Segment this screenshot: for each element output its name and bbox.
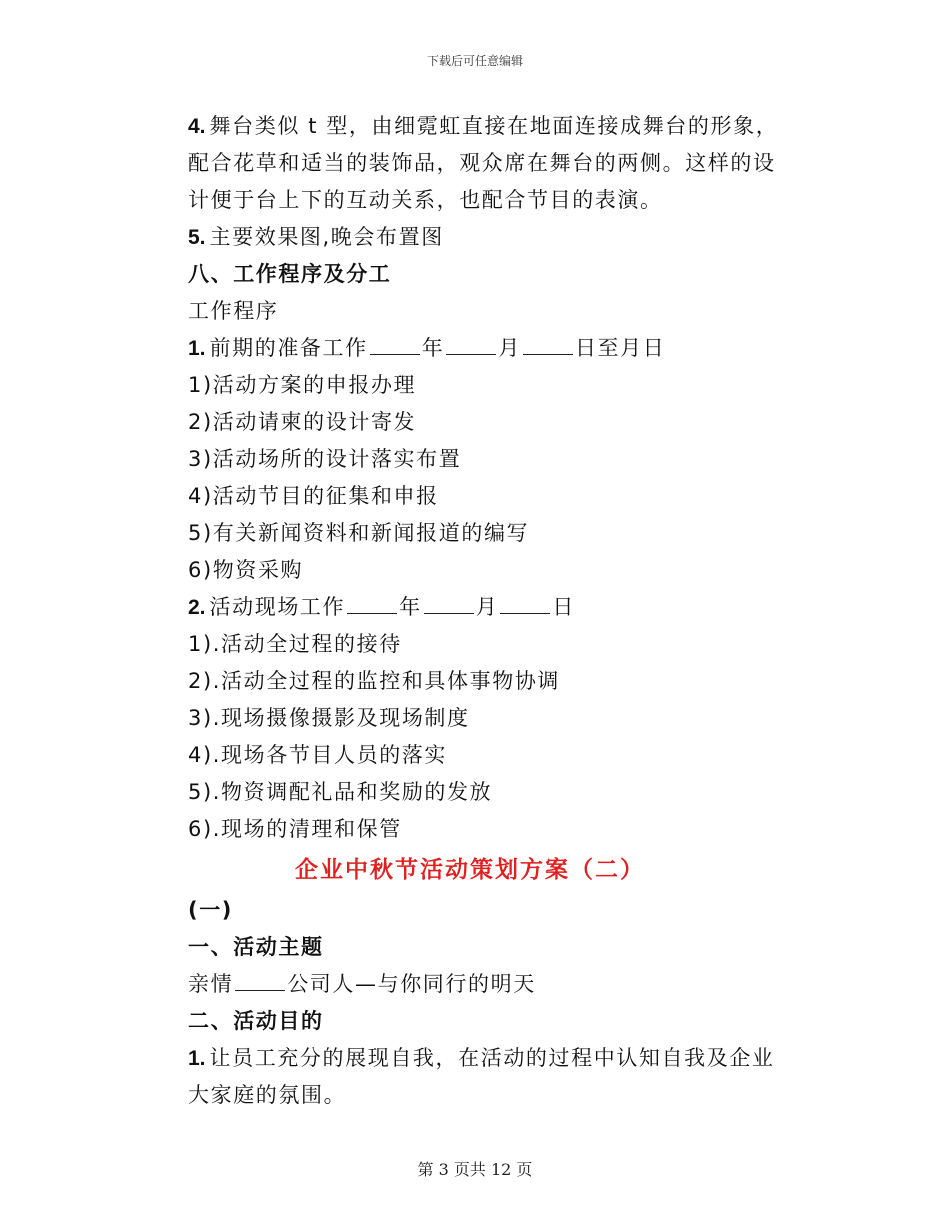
- list-item: 5)有关新闻资料和新闻报道的编写: [188, 521, 530, 545]
- page-header: 下载后可任意编辑: [426, 54, 523, 68]
- month-label: 月: [498, 336, 521, 360]
- paragraph-text: 舞台类似 t 型，由细霓虹直接在地面连接成舞台的形象，配合花草和适当的装饰品，观众席在舞台的两侧。这样的设计便于台上下的互动关系，也配合节目的表演。: [188, 114, 779, 212]
- list-item: 3)活动场所的设计落实布置: [188, 447, 462, 471]
- paragraph-goal-1: [144, 1040, 796, 1114]
- list-item: 4)活动节目的征集和申报: [188, 484, 439, 508]
- year-label: 年: [399, 595, 422, 619]
- section-heading-2: 二、活动目的: [188, 1009, 324, 1033]
- page-content: [144, 108, 796, 1114]
- prep-work-label: 前期的准备工作: [209, 336, 368, 360]
- list-item: 4).现场各节目人员的落实: [188, 743, 448, 767]
- list-item: 1).活动全过程的接待: [188, 632, 402, 656]
- theme-line: [144, 966, 796, 1003]
- paragraph-stage-design: [144, 108, 796, 219]
- date-range-label: 日至月日: [574, 336, 666, 360]
- sub-heading: (一): [188, 898, 233, 922]
- fill-blank: [424, 591, 474, 614]
- paragraph-number: 1.: [188, 337, 206, 360]
- theme-text: 公司人—与你同行的明天: [287, 972, 536, 996]
- fill-blank: [446, 332, 496, 355]
- fill-blank: [235, 968, 285, 991]
- paragraph-number: 5.: [188, 226, 206, 249]
- list-item: 2).活动全过程的监控和具体事物协调: [188, 669, 561, 693]
- fill-blank: [347, 591, 397, 614]
- paragraph-text: 主要效果图,晚会布置图: [209, 225, 444, 249]
- list-item: 5).物资调配礼品和奖励的发放: [188, 780, 493, 804]
- theme-prefix: 亲情: [188, 972, 234, 996]
- prep-work-line: [144, 330, 796, 367]
- section-heading-8: 八、工作程序及分工: [188, 262, 392, 286]
- document-title: 企业中秋节活动策划方案（二）: [295, 857, 645, 883]
- section-heading-1: 一、活动主题: [188, 935, 324, 959]
- onsite-work-line: [144, 589, 796, 626]
- list-item: 6).现场的清理和保管: [188, 817, 402, 841]
- paragraph-number: 2.: [188, 596, 206, 619]
- paragraph-text: 让员工充分的展现自我，在活动的过程中认知自我及企业大家庭的氛围。: [188, 1046, 775, 1107]
- page-footer: 第 3 页共 12 页: [417, 1160, 533, 1179]
- paragraph-number: 4.: [188, 115, 206, 138]
- work-program-label: 工作程序: [188, 299, 279, 323]
- list-item: 2)活动请柬的设计寄发: [188, 410, 417, 434]
- paragraph-effect-drawing: [144, 219, 796, 256]
- list-item: 3).现场摄像摄影及现场制度: [188, 706, 470, 730]
- fill-blank: [370, 332, 420, 355]
- onsite-work-label: 活动现场工作: [209, 595, 346, 619]
- fill-blank: [523, 332, 573, 355]
- month-label: 月: [475, 595, 499, 619]
- fill-blank: [500, 591, 550, 614]
- paragraph-number: 1.: [188, 1047, 206, 1070]
- year-label: 年: [421, 336, 445, 360]
- day-label: 日: [552, 595, 575, 619]
- list-item: 6)物资采购: [188, 558, 304, 582]
- list-item: 1)活动方案的申报办理: [188, 373, 417, 397]
